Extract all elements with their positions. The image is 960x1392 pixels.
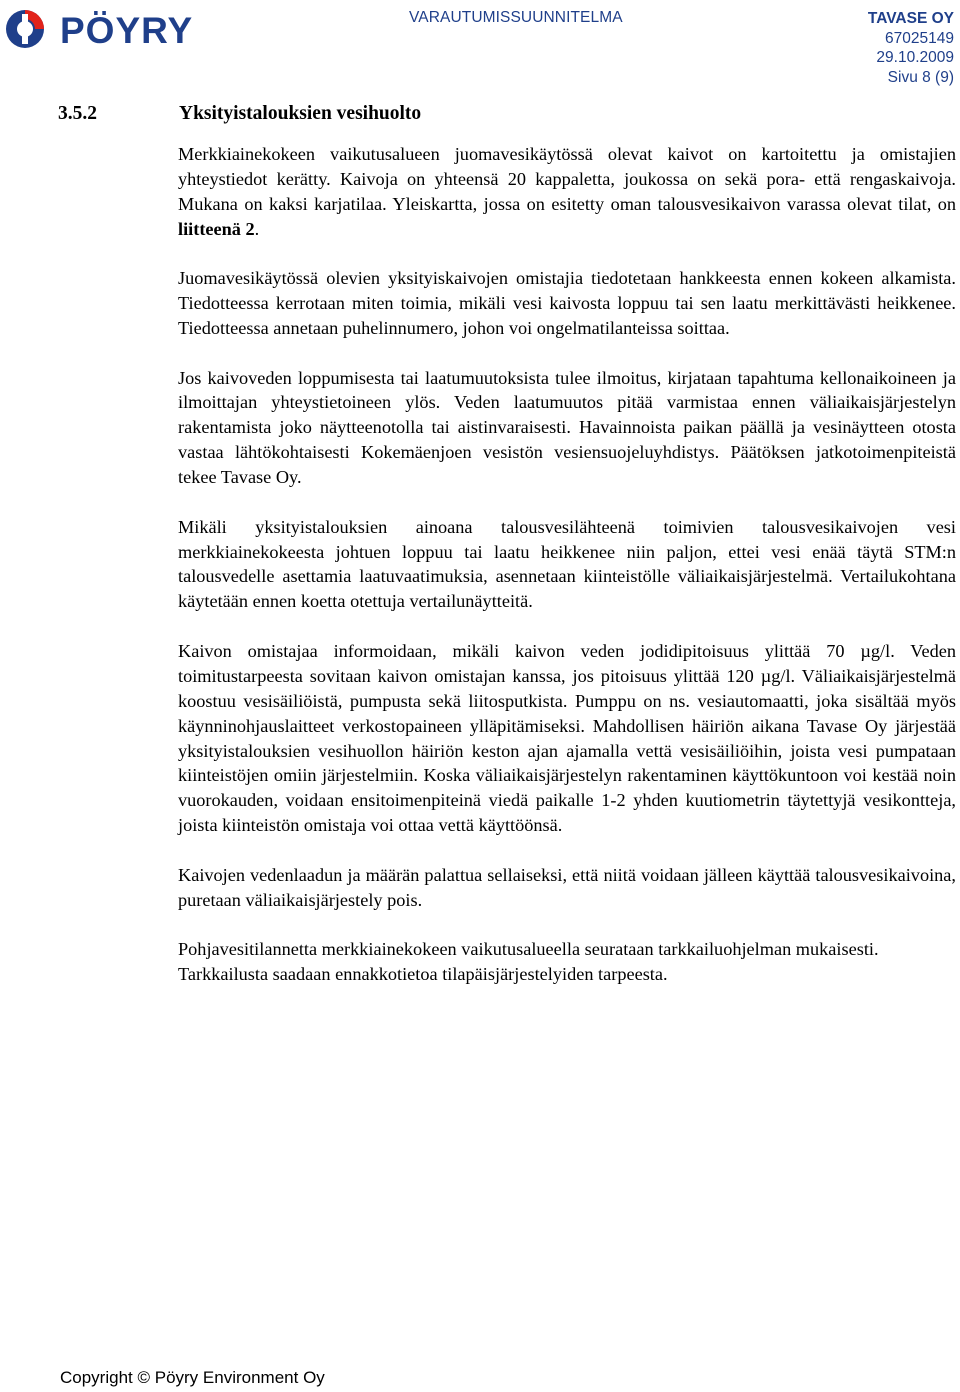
body-text <box>178 142 956 1012</box>
page-number: Sivu 8 (9) <box>887 68 954 86</box>
document-title: VARAUTUMISSUUNNITELMA <box>409 9 623 26</box>
poyry-logo <box>0 4 250 54</box>
appendix-reference: liitteenä 2 <box>178 218 255 239</box>
poyry-logo-icon <box>0 4 250 54</box>
document-date: 29.10.2009 <box>876 49 954 67</box>
section-number: 3.5.2 <box>58 103 97 124</box>
project-number: 67025149 <box>885 29 954 47</box>
paragraph-1-end: . <box>254 218 260 239</box>
paragraph-1-text: Merkkiainekokeen vaikutusalueen juomavesikäytössä olevat kaivot on kartoitettu ja omistajien yhteystiedot kerätty. Kaivoja on yhteensä 20 kappaletta, joukossa on sekä pora- että rengaskaivoja. Mukana on kaksi karjatilaa. Yleiskartta, jossa on esitetty oman talousvesikaivon varassa olevat tilat, on <box>178 144 956 214</box>
footer-copyright: Copyright © Pöyry Environment Oy <box>60 1368 325 1387</box>
section-heading <box>58 103 421 125</box>
section-title: Yksityistalouksien vesihuolto <box>179 103 422 124</box>
paragraph-2: Juomavesikäytössä olevien yksityiskaivojen omistajia tiedotetaan hankkeesta ennen kokeen alkamista. Tiedotteessa kerrotaan miten toimia, mikäli vesi kaivosta loppuu tai sen laatu merkittävästi heikkenee. Tiedotteessa annetaan puhelinnumero, johon voi ongelmatilanteissa soittaa. <box>178 268 956 339</box>
paragraph-7: Pohjavesitilannetta merkkiainekokeen vaikutusalueella seurataan tarkkailuohjelman mukaisesti. Tarkkailusta saadaan ennakkotietoa tilapäisjärjestelyiden tarpeesta. <box>178 939 879 985</box>
paragraph-1 <box>178 142 956 242</box>
paragraph-6: Kaivojen vedenlaadun ja määrän palattua sellaiseksi, että niitä voidaan jälleen käyttää talousvesikaivoina, puretaan väliaikaisjärjestely pois. <box>178 864 956 910</box>
paragraph-3: Jos kaivoveden loppumisesta tai laatumuutoksista tulee ilmoitus, kirjataan tapahtuma kellonaikoineen ja ilmoittajan yhteystietoineen ylös. Veden laatumuutos pitää varmistaa ennen väliaikaisjärjestelyn rakentamista joko näytteenotolla tai aistinvaraisesti. Havainnoista paikan päällä ja vesinäytteen otosta vastaa lähtökohtaisesti Kokemäenjoen vesistön vesiensuojeluyhdistys. Päätöksen jatkotoimenpiteistä tekee Tavase Oy. <box>178 367 956 488</box>
paragraph-4: Mikäli yksityistalouksien ainoana talousvesilähteenä toimivien talousvesikaivojen vesi merkkiainekokeesta johtuen loppuu tai laatu heikkenee niin paljon, ettei vesi enää täytä STM:n talousvedelle asettamia laatuvaatimuksia, asennetaan kiinteistölle väliaikaisjärjestelmä. Vertailukohtana käytetään ennen koetta otettuja vertailunäytteitä. <box>178 516 956 612</box>
header-info <box>868 9 954 87</box>
paragraph-5: Kaivon omistajaa informoidaan, mikäli kaivon veden jodidipitoisuus ylittää 70 µg/l. Veden toimitustarpeesta sovitaan kaivon omistajan kanssa, jos pitoisuus ylittää 120 µg/l. Väliaikaisjärjestelmä koostuu vesisäiliöistä, pumpusta sekä liitosputkista. Pumppu on ns. vesiautomaatti, joka sisältää myös käynninohjauslaitteet verkostopaineen ylläpitämiseksi. Mahdollisen häiriön aikana Tavase Oy järjestää yksityistalouksien vesihuollon häiriön keston ajan ajamalla vettä vesisäiliöihin, joista vesi pumpataan kiinteistöjen omiin järjestelmiin. Koska väliaikaisjärjestelyn rakentaminen käyttökuntoon voi kestää noin vuorokauden, voidaan ensitoimenpiteinä viedä paikalle 1-2 yhden kuutiometrin täytettyjä vesikontteja, joista kiinteistön omistaja voi ottaa vettä käyttöönsä. <box>178 640 956 836</box>
logo-wordmark: PÖYRY <box>60 10 194 51</box>
company-name: TAVASE OY <box>867 10 954 27</box>
